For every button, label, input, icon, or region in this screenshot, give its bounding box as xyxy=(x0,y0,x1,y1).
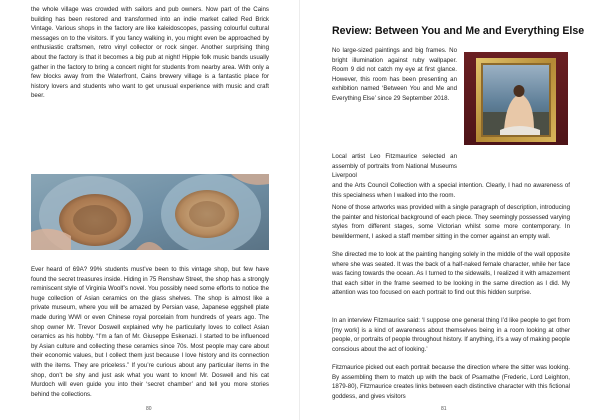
article-paragraph-artworks: None of those artworks was provided with a single paragraph of description, introducing the painter and historical background of each piece. They seemingly possessed varying styles from different stages, some Victorian whilst some more contemporary. In bewilderment, I asked a staff member sitting in the corner against an empty wall. xyxy=(332,204,570,240)
ceramic-bowl-photo-image xyxy=(31,174,269,250)
left-page-number: 80 xyxy=(146,406,152,412)
article-paragraph-painting: She directed me to look at the painting hanging solely in the middle of the wall opposite where she was seated. It was the back of a half-naked female character, while her face was facing towards the ocean. As I turned to the sidewalls, I realized it with amazement that each sitter in the frame seemed to be looking in the same direction as I did. My attention was too focused on each portrait to find out this hidden surprise. xyxy=(332,251,570,297)
psamathe-painting-photo xyxy=(464,52,568,145)
article-title: Review: Between You and Me and Everything Else xyxy=(332,25,585,37)
ceramic-bowl-photo xyxy=(31,174,269,250)
article-intro: No large-sized paintings and big frames. No bright illumination against ruby wallpaper. Room 9 did not catch my eye at first glance. However, this room has been presenting an exhibition named ‘Between You and Me and Everything Else’ since 29 September 2018. xyxy=(332,47,457,102)
article-paragraph-local-artist: Local artist Leo Fitzmaurice selected an assembly of portraits from National Museums Liverpool xyxy=(332,153,457,180)
left-paragraph-cains: the whole village was crowded with sailors and pub owners. Now part of the Cains building has been restored and transformed into an indie market called Red Brick Vintage. Various shops in the factory are like kaleidoscopes, passing colourful cultural messages on to the visitors. If you fancy walking in, you might even be approached by enthusiastic craftsmen, retro vinyl collector or rock singer. Another surprising thing about the factory is that it becomes a big pub at night! Hippie folk music bands usually gather in the factory to bring a concert night for students from nearby area. With only a few blocks away from the Waterfront, Cains brewery village is a fantastic place for history lovers and students who want to get unusual experience with music and craft beer. xyxy=(31,6,269,100)
article-paragraph-local-artist-continued: and the Arts Council Collection with a special intention. Clearly, I had no awareness of this specialness when I walked into the room. xyxy=(332,182,570,199)
article-paragraph-interview: In an interview Fitzmaurice said: ‘I suppose one general thing I’d like people to get from [my work] is a kind of awareness about themselves being in a room looking at other people, or portraits of people throughout history. If anything, it’s a way of making people conscious about the act of looking.’ xyxy=(332,317,570,353)
article-paragraph-psamathe: Fitzmaurice picked out each portrait because the direction where the sitter was looking. By assembling them to match up with the back of Psamathe (Frederic, Lord Leighton, 1879-80), Fitzmaurice creates links between each distinctive character with this fictional goddess, and gives visitors xyxy=(332,364,570,400)
left-paragraph-69a: Ever heard of 69A? 99% students must’ve been to this vintage shop, but few have found the secret treasures inside. Hiding in 75 Renshaw Street, the shop has a strongly reminiscent style of Virginia Woolf’s novel. You possibly need some efforts to notice the huge collection of Asian ceramics on the glass shelves. The shop is almost like a private museum, where you will be amazed by Persian vase, Japanese eggshell plate made during WWI or even Chinese royal porcelain from hundreds of years ago. The shop owner Mr. Trevor Doswell explained why he particularly loves to collect Asian ceramics as his hobby. “I’m a fan of Mr. Giuseppe Eskenazi. I started to be influenced by Asian culture and collecting these ceramics since 70s. Most people may care about their economic values, but I collect them just because I love history and its connection with the items. They are priceless.” If you’re curious about any particular items in the shop, don’t be shy and just ask what you want to know! Mr. Doswell and his cat Murdoch will even guide you into their ‘secret chamber’ and tell you more stories behind the collections. xyxy=(31,266,269,398)
psamathe-painting-image xyxy=(464,52,568,145)
right-page-number: 81 xyxy=(441,406,447,412)
